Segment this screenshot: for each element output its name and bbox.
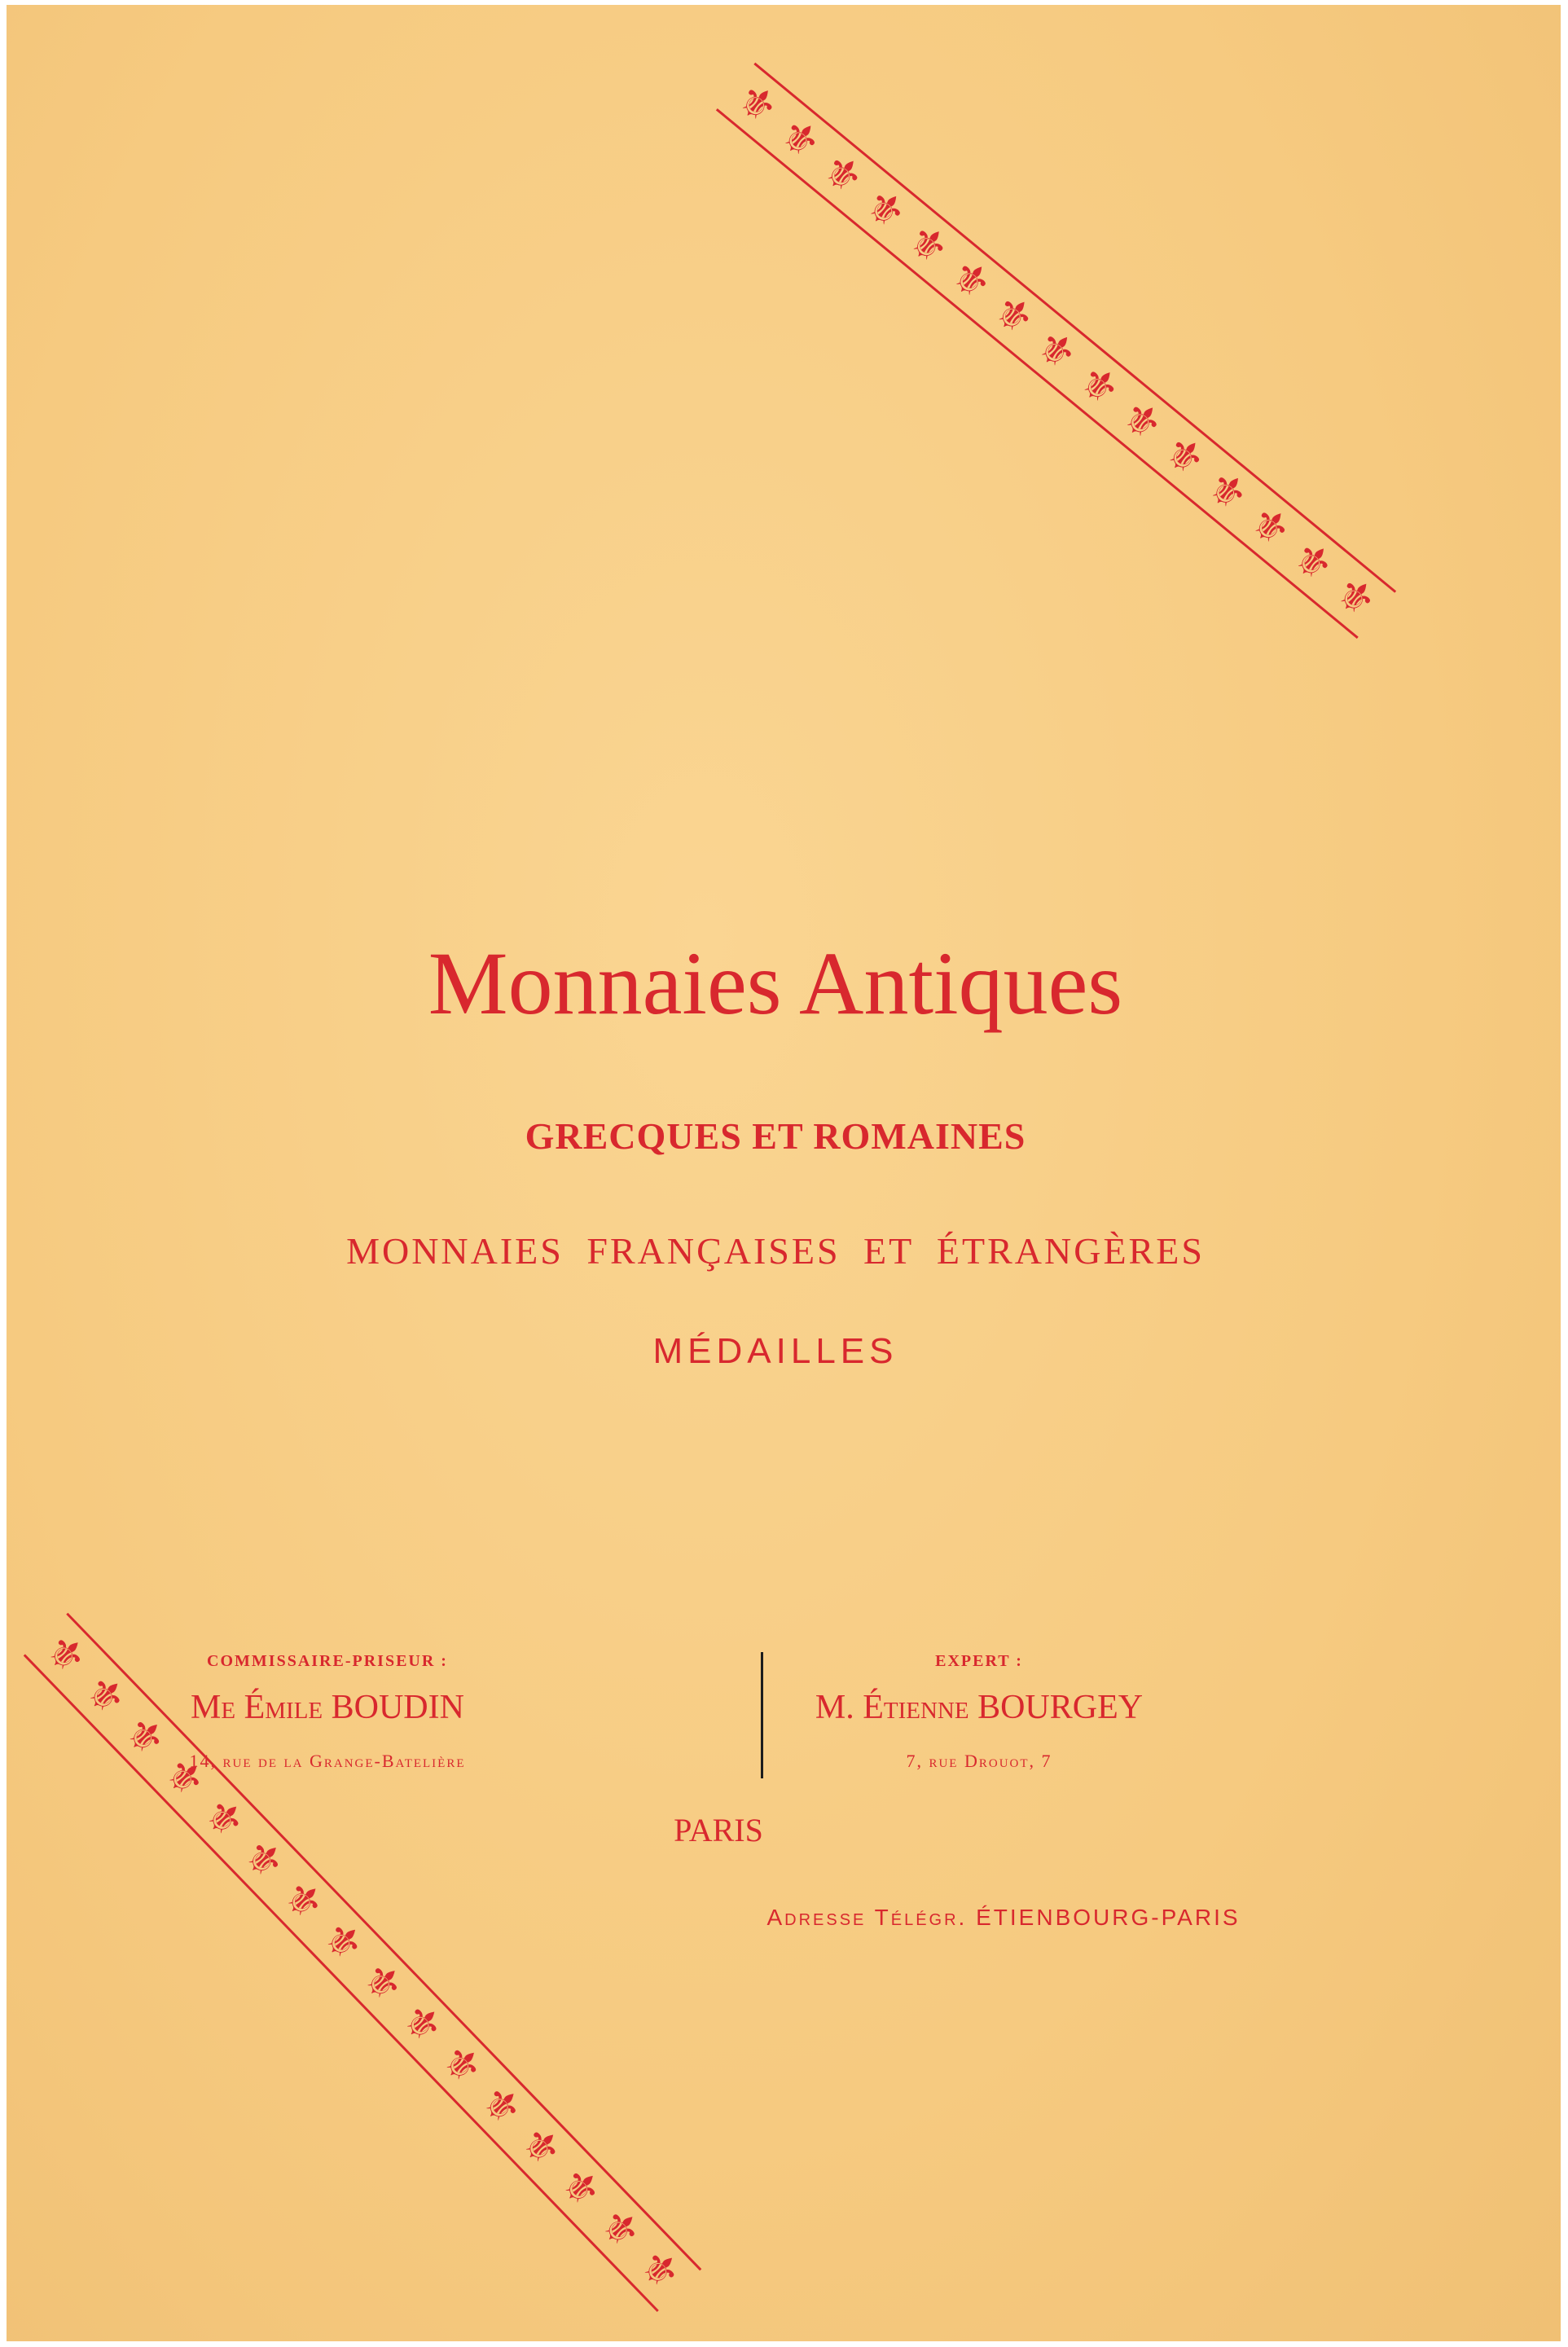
fleur-ornament-icon: ⚜	[429, 2033, 494, 2097]
city: PARIS	[674, 1812, 763, 1848]
fleur-ornament-icon: ⚜	[1238, 494, 1302, 559]
catalog-subtitle-medals: MÉDAILLES	[652, 1331, 898, 1371]
fleur-ornament-icon: ⚜	[72, 1663, 138, 1728]
fleur-ornament-icon: ⚜	[1280, 529, 1345, 595]
fleur-ornament-icon: ⚜	[1153, 424, 1216, 489]
telegram-address: Adresse Télégr. ÉTIENBOURG-PARIS	[766, 1905, 1241, 1930]
fleur-ornament-icon: ⚜	[112, 1704, 178, 1769]
fleur-ornament-icon: ⚜	[310, 1910, 376, 1974]
fleur-ornament-icon: ⚜	[389, 1991, 455, 2056]
fleur-ornament-icon: ⚜	[1324, 565, 1387, 630]
fleur-ornament-icon: ⚜	[854, 177, 917, 242]
fleur-ornament-icon: ⚜	[152, 1745, 217, 1810]
fleur-ornament-icon: ⚜	[1110, 388, 1174, 454]
catalog-subtitle-greek-roman: GRECQUES ET ROMAINES	[525, 1115, 1026, 1157]
ornament-band-top	[714, 60, 1398, 642]
sale-location	[7, 264, 384, 297]
fleur-ornament-icon: ⚜	[231, 1827, 296, 1892]
fleur-ornament-icon: ⚜	[1067, 353, 1131, 418]
fleur-ornament-icon: ⚜	[191, 1786, 257, 1851]
fleur-ornament-icon: ⚜	[469, 2073, 534, 2138]
catalog-title: Monnaies Antiques	[428, 934, 1123, 1033]
fleur-ornament-icon: ⚜	[270, 1868, 336, 1933]
fleur-ornament-icon: ⚜	[1025, 318, 1088, 383]
sale-dates	[7, 327, 166, 363]
fleur-ornament-icon: ⚜	[627, 2237, 692, 2302]
fleur-ornament-icon: ⚜	[939, 247, 1003, 313]
fleur-ornament-icon: ⚜	[350, 1950, 415, 2015]
fleur-ornament-icon: ⚜	[1196, 459, 1259, 524]
expert-name: M. Étienne BOURGEY	[815, 1689, 1144, 1726]
auctioneer-role: COMMISSAIRE-PRISEUR :	[207, 1652, 448, 1670]
auctioneer-name: Me Émile BOUDIN	[191, 1689, 464, 1726]
catalog-cover	[7, 5, 1561, 2341]
fleur-ornament-icon: ⚜	[768, 106, 832, 172]
catalog-subtitle-french-foreign: MONNAIES FRANÇAISES ET ÉTRANGÈRES	[346, 1230, 1205, 1272]
fleur-ornament-icon: ⚜	[896, 212, 960, 277]
fleur-ornament-icon: ⚜	[982, 283, 1046, 348]
fleur-ornament-icon: ⚜	[810, 142, 875, 207]
expert-address: 7, rue Drouot, 7	[906, 1751, 1052, 1771]
fleur-ornament-icon: ⚜	[725, 71, 789, 136]
fleur-ornament-icon: ⚜	[508, 2114, 573, 2179]
fleur-ornament-icon: ⚜	[587, 2196, 652, 2261]
fleur-ornament-icon: ⚜	[33, 1622, 99, 1687]
auctioneer-address: 14, rue de la Grange-Batelière	[189, 1751, 466, 1771]
fleur-ornament-icon: ⚜	[548, 2156, 613, 2220]
expert-role: EXPERT :	[935, 1652, 1023, 1670]
sale-venue	[7, 407, 384, 433]
